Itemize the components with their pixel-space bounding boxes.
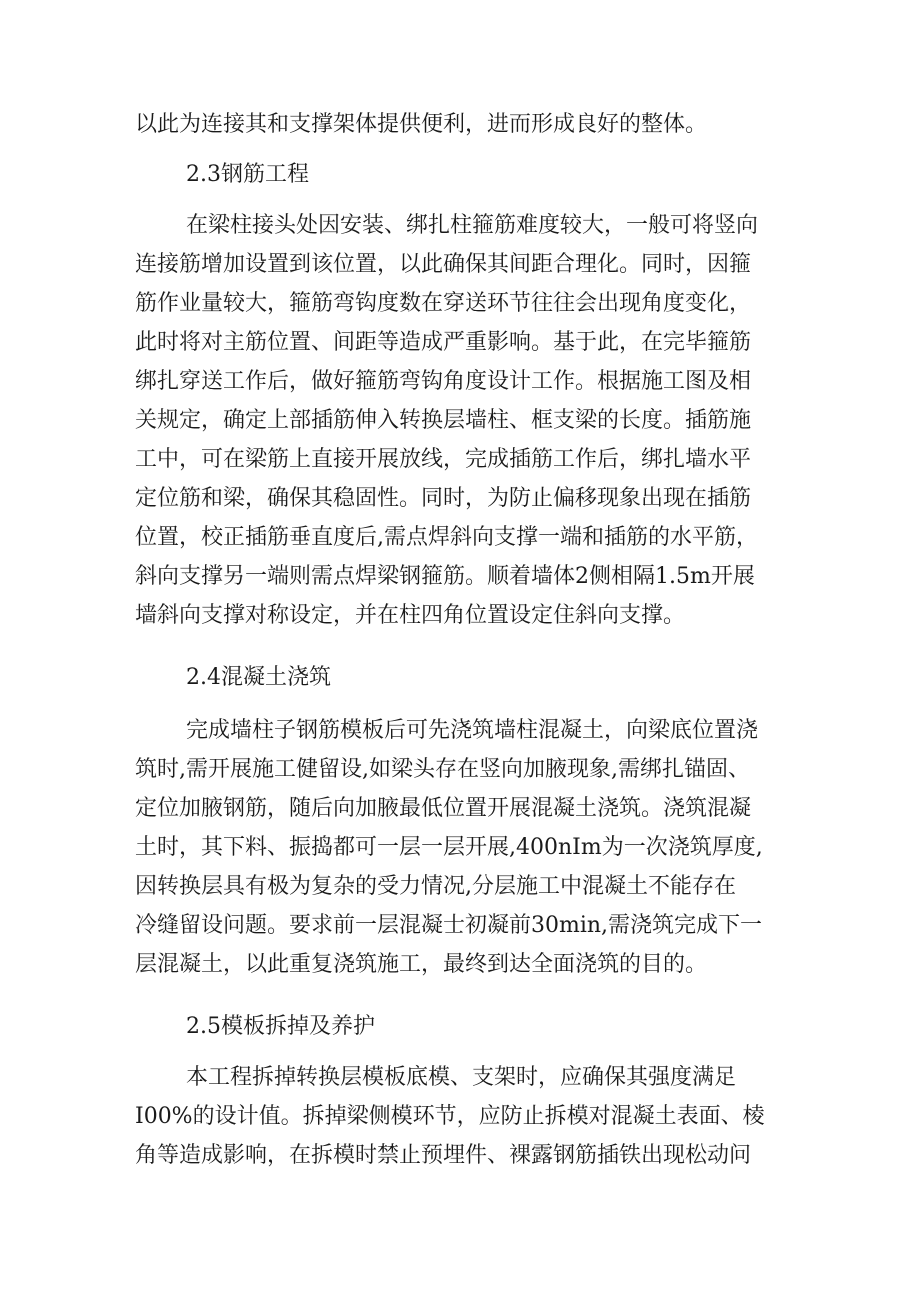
paragraph-line: 冷缝留设问题。要求前一层混凝士初凝前30min,需浇筑完成下一 bbox=[135, 913, 763, 938]
section-heading: 2.5模板拆掉及养护 bbox=[186, 1014, 375, 1039]
paragraph-line: 此时将对主筋位置、间距等造成严重影响。基于此，在完毕箍筋 bbox=[135, 330, 752, 355]
paragraph-line: 角等造成影响，在拆模时禁止预埋件、裸露钢筋插铁出现松动问 bbox=[135, 1143, 752, 1168]
paragraph-line: 斜向支撑另一端则需点焊梁钢箍筋。顺着墙体2侧相隔1.5m开展 bbox=[135, 564, 755, 589]
section-heading: 2.3钢筋工程 bbox=[186, 162, 309, 187]
paragraph-line: 层混凝土，以此重复浇筑施工，最终到达全面浇筑的目的。 bbox=[135, 952, 708, 977]
paragraph-line: 墙斜向支撑对称设定，并在柱四角位置设定住斜向支撑。 bbox=[135, 603, 686, 628]
paragraph-line: 筋作业量较大，箍筋弯钩度数在穿送环节往往会出现角度变化， bbox=[135, 291, 752, 316]
paragraph-line: 定位筋和梁，确保其稳固性。同时，为防止偏移现象出现在插筋 bbox=[135, 486, 752, 511]
paragraph-line: 定位加腋钢筋，随后向加腋最低位置开展混凝土浇筑。浇筑混凝 bbox=[135, 796, 752, 821]
paragraph-line: I00%的设计值。拆掉梁侧模环节，应防止拆模对混凝土表面、棱 bbox=[135, 1104, 765, 1129]
paragraph-line: 完成墙柱子钢筋模板后可先浇筑墙柱混凝土，向梁底位置浇 bbox=[186, 718, 759, 743]
section-heading: 2.4混凝土浇筑 bbox=[186, 665, 331, 690]
paragraph-line: 在梁柱接头处因安装、绑扎柱箍筋难度较大，一般可将竖向 bbox=[186, 213, 759, 238]
paragraph-line: 筑时,需开展施工健留设,如梁头存在竖向加腋现象,需绑扎锚固、 bbox=[135, 757, 750, 782]
paragraph-line: 关规定，确定上部插筋伸入转换层墙柱、框支梁的长度。插筋施 bbox=[135, 408, 752, 433]
paragraph-line: 连接筋增加设置到该位置，以此确保其间距合理化。同时，因箍 bbox=[135, 252, 752, 277]
paragraph-line: 以此为连接其和支撑架体提供便利，进而形成良好的整体。 bbox=[135, 112, 708, 137]
paragraph-line: 本工程拆掉转换层模板底模、支架时，应确保其强度满足 bbox=[186, 1065, 737, 1090]
paragraph-line: 位置，校正插筋垂直度后,需点焊斜向支撑一端和插筋的水平筋， bbox=[135, 525, 758, 550]
paragraph-line: 土时，其下料、振捣都可一层一层开展,400nIm为一次浇筑厚度, bbox=[135, 835, 763, 860]
paragraph-line: 因转换层具有极为复杂的受力情况,分层施工中混凝土不能存在 bbox=[135, 874, 736, 899]
paragraph-line: 工中，可在梁筋上直接开展放线，完成插筋工作后，绑扎墙水平 bbox=[135, 447, 752, 472]
paragraph-line: 绑扎穿送工作后，做好箍筋弯钩角度设计工作。根据施工图及相 bbox=[135, 369, 752, 394]
